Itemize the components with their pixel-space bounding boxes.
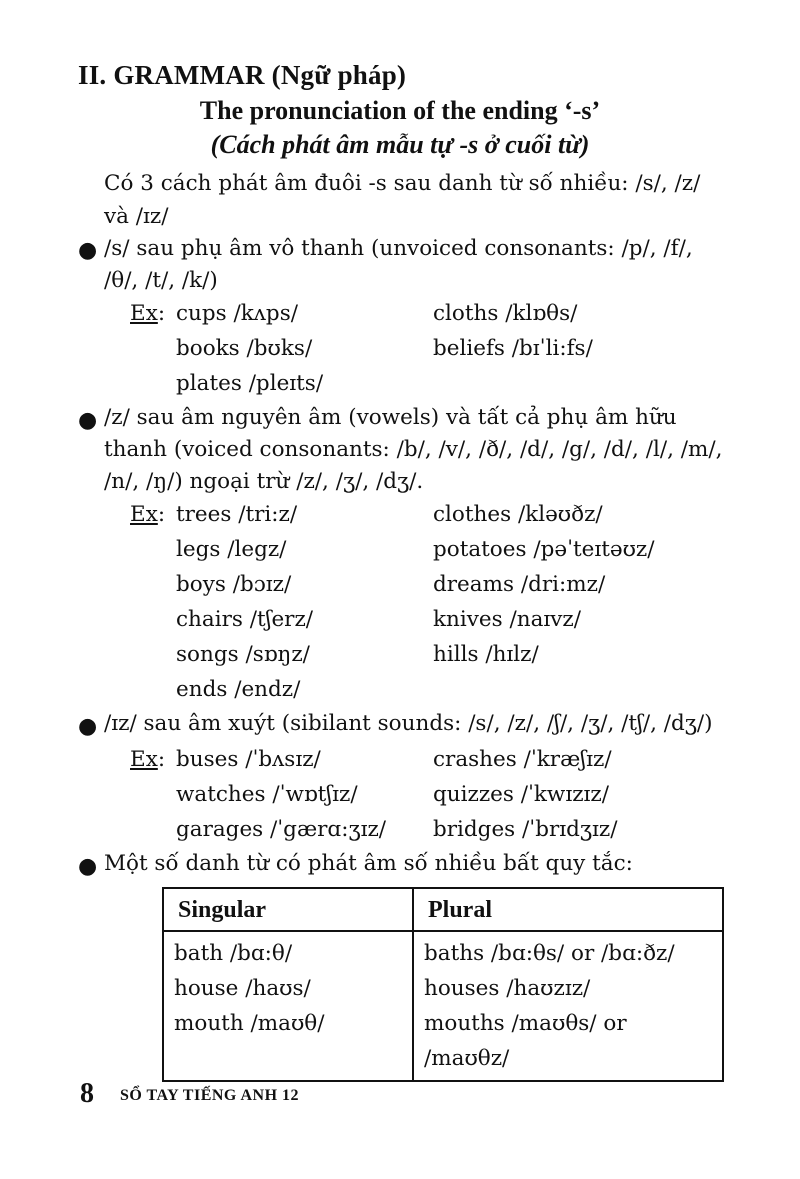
rule-s-example: cloths /klɒθs/: [433, 301, 578, 326]
rule-iz-ex-label: Ex:: [130, 747, 166, 772]
rule-iz-example: watches /ˈwɒtʃɪz/: [176, 782, 358, 807]
rule-iz-line-1: /ɪz/ sau âm xuýt (sibilant sounds: /s/, /z/, /ʃ/, /ʒ/, /tʃ/, /dʒ/): [104, 711, 713, 736]
rule-iz-example: buses /ˈbʌsɪz/: [176, 747, 321, 772]
bullet-rule-z: ●: [78, 408, 98, 433]
rule-z-example: dreams /dri:mz/: [433, 572, 606, 597]
table-header-row: [163, 888, 723, 931]
rule-z-example: trees /tri:z/: [176, 502, 298, 527]
rule-z-example: chairs /tʃerz/: [176, 607, 314, 632]
rule-z-line-1: /z/ sau âm nguyên âm (vowels) và tất cả phụ âm hữu: [104, 405, 677, 430]
rule-z-line-2: thanh (voiced consonants: /b/, /v/, /ð/, /d/, /g/, /d/, /l/, /m/,: [104, 437, 723, 462]
table-row: [163, 931, 723, 1081]
rule-iz-example: quizzes /ˈkwɪzɪz/: [433, 782, 609, 807]
bullet-rule-iz: ●: [78, 714, 98, 739]
rule-s-example: plates /pleɪts/: [176, 371, 324, 396]
rule-z-line-3: /n/, /ŋ/) ngoại trừ /z/, /ʒ/, /dʒ/.: [104, 469, 424, 494]
irregular-plural-table: [162, 887, 724, 1082]
singular-cell: [163, 931, 413, 1081]
rule-s-example: beliefs /bɪˈli:fs/: [433, 336, 593, 361]
plural-cell: [413, 931, 723, 1081]
rule-s-example: books /bʊks/: [176, 336, 313, 361]
bullet-rule-s: ●: [78, 238, 98, 263]
column-header-plural: Plural: [413, 888, 723, 931]
singular-entry: house /haʊs/: [174, 976, 311, 1001]
rule-z-example: ends /endz/: [176, 677, 301, 702]
book-title-footer: SỔ TAY TIẾNG ANH 12: [120, 1087, 300, 1104]
rule-s-ex-label: Ex:: [130, 301, 166, 326]
rule-s-line-2: /θ/, /t/, /k/): [104, 268, 218, 293]
singular-entry: bath /bɑ:θ/: [174, 941, 293, 966]
rule-z-example: knives /naɪvz/: [433, 607, 581, 632]
rule-z-example: boys /bɔɪz/: [176, 572, 292, 597]
intro-line-2: và /ɪz/: [104, 204, 169, 229]
singular-entry: mouth /maʊθ/: [174, 1011, 325, 1036]
lesson-title: The pronunciation of the ending ‘-s’: [199, 96, 601, 125]
plural-entry: mouths /maʊθs/ or /maʊθz/: [424, 1011, 627, 1071]
rule-z-example: legs /legz/: [176, 537, 287, 562]
rule-z-ex-label: Ex:: [130, 502, 166, 527]
intro-line-1: Có 3 cách phát âm đuôi -s sau danh từ số nhiều: /s/, /z/: [104, 171, 701, 196]
lesson-subtitle: (Cách phát âm mẫu tự -s ở cuối từ): [210, 130, 590, 159]
irregular-line-1: Một số danh từ có phát âm số nhiều bất quy tắc:: [104, 851, 633, 876]
rule-s-line-1: /s/ sau phụ âm vô thanh (unvoiced consonants: /p/, /f/,: [104, 236, 693, 261]
column-header-singular: Singular: [163, 888, 413, 931]
plural-entry: baths /bɑ:θs/ or /bɑ:ðz/: [424, 941, 675, 966]
rule-iz-example: crashes /ˈkræʃɪz/: [433, 747, 612, 772]
rule-z-example: songs /sɒŋz/: [176, 642, 310, 667]
rule-z-example: clothes /kləʊðz/: [433, 502, 603, 527]
rule-z-example: potatoes /pəˈteɪtəʊz/: [433, 537, 655, 562]
rule-iz-example: bridges /ˈbrɪdʒɪz/: [433, 817, 618, 842]
plural-entry: houses /haʊzɪz/: [424, 976, 591, 1001]
rule-z-example: hills /hɪlz/: [433, 642, 539, 667]
rule-s-example: cups /kʌps/: [176, 301, 298, 326]
page-number: 8: [80, 1078, 94, 1109]
section-heading: II. GRAMMAR (Ngữ pháp): [78, 60, 407, 90]
bullet-irregular: ●: [78, 854, 98, 879]
rule-iz-example: garages /ˈgærɑ:ʒɪz/: [176, 817, 387, 842]
